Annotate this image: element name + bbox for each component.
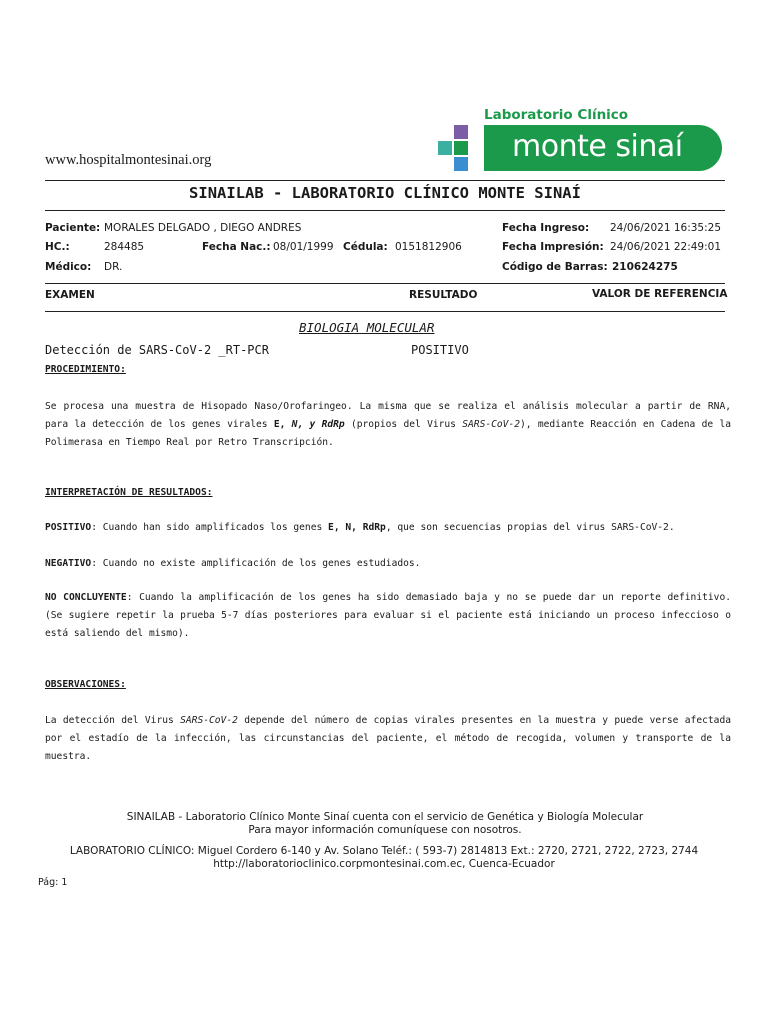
birthdate-value: 08/01/1999 [273, 241, 334, 253]
observations-heading: OBSERVACIONES: [45, 679, 126, 690]
admission-date-label: Fecha Ingreso: [502, 222, 590, 234]
negative-definition: NEGATIVO: Cuando no existe amplificación de los genes estudiados. [45, 558, 421, 569]
footer-phones: LABORATORIO CLÍNICO: Miguel Cordero 6-140 y Av. Solano Teléf.: ( 593-7) 2814813 Ext.: 2720, 2721, 2722, 2723, 2744 [69, 845, 699, 857]
print-date-label: Fecha Impresión: [502, 241, 604, 253]
footer-url: http://laboratorioclinico.corpmontesinai.com.ec, Cuenca-Ecuador [213, 858, 555, 870]
hc-value: 284485 [104, 241, 145, 253]
procedure-heading: PROCEDIMIENTO: [45, 364, 126, 375]
id-value: 0151812906 [395, 241, 462, 253]
page-number: Pág: 1 [38, 877, 68, 888]
logo-text: monte sinaí [512, 129, 683, 164]
inconclusive-definition: NO CONCLUYENTE: Cuando la amplificación de los genes ha sido demasiado baja y no se puede dar un reporte definitivo. (Se sugiere repetir la prueba 5-7 días posteriores para evaluar si el paciente está iniciando un proceso infeccioso o está saliendo del mismo). [45, 592, 731, 639]
page-title: SINAILAB - LABORATORIO CLÍNICO MONTE SINAÍ [189, 184, 581, 202]
divider [45, 210, 725, 211]
column-exam: EXAMEN [45, 289, 95, 301]
logo [434, 105, 724, 175]
divider [45, 311, 725, 312]
divider [45, 283, 725, 284]
patient-name: MORALES DELGADO , DIEGO ANDRES [104, 222, 302, 234]
doctor-value: DR. [104, 261, 123, 273]
barcode-value: 210624275 [612, 261, 678, 273]
logo-subtitle: Laboratorio Clínico [484, 107, 629, 123]
barcode-label: Código de Barras: [502, 261, 608, 273]
print-date-value: 24/06/2021 22:49:01 [610, 241, 722, 253]
birthdate-label: Fecha Nac.: [202, 241, 271, 253]
footer-contact-note: Para mayor información comuníquese con nosotros. [248, 824, 522, 836]
column-reference: VALOR DE REFERENCIA [592, 288, 728, 300]
footer-info [30, 811, 740, 837]
website-url: www.hospitalmontesinai.org [45, 152, 212, 168]
column-result: RESULTADO [409, 289, 478, 301]
hc-label: HC.: [45, 241, 70, 253]
doctor-label: Médico: [45, 261, 92, 273]
footer-address [20, 845, 748, 871]
test-name: Detección de SARS-CoV-2 _RT-PCR [45, 343, 269, 357]
logo-banner [484, 125, 722, 171]
admission-date-value: 24/06/2021 16:35:25 [610, 222, 722, 234]
test-result: POSITIVO [411, 343, 469, 357]
procedure-text: Se procesa una muestra de Hisopado Naso/Orofaringeo. La misma que se realiza el análisis molecular a partir de RNA, para la detección de los genes virales E, N, y RdRp (propios del Virus SARS-CoV-2), mediante Reacción en Cadena de la Polimerasa en Tiempo Real por Retro Transcripción. [45, 401, 732, 448]
cross-icon [434, 125, 486, 173]
id-label: Cédula: [343, 241, 388, 253]
patient-label: Paciente: [45, 222, 101, 234]
footer-services: SINAILAB - Laboratorio Clínico Monte Sinaí cuenta con el servicio de Genética y Biología Molecular [126, 811, 644, 823]
divider [45, 180, 725, 181]
interpretation-heading: INTERPRETACIÓN DE RESULTADOS: [45, 487, 213, 498]
observations-text: La detección del Virus SARS-CoV-2 depende del número de copias virales presentes en la muestra y puede verse afectada por el estadío de la infección, las circunstancias del paciente, el método de recogida, volumen y transporte de la muestra. [45, 715, 731, 762]
section-title: BIOLOGIA MOLECULAR [299, 320, 435, 335]
positive-definition: POSITIVO: Cuando han sido amplificados los genes E, N, RdRp, que son secuencias propias del virus SARS-CoV-2. [45, 522, 675, 533]
